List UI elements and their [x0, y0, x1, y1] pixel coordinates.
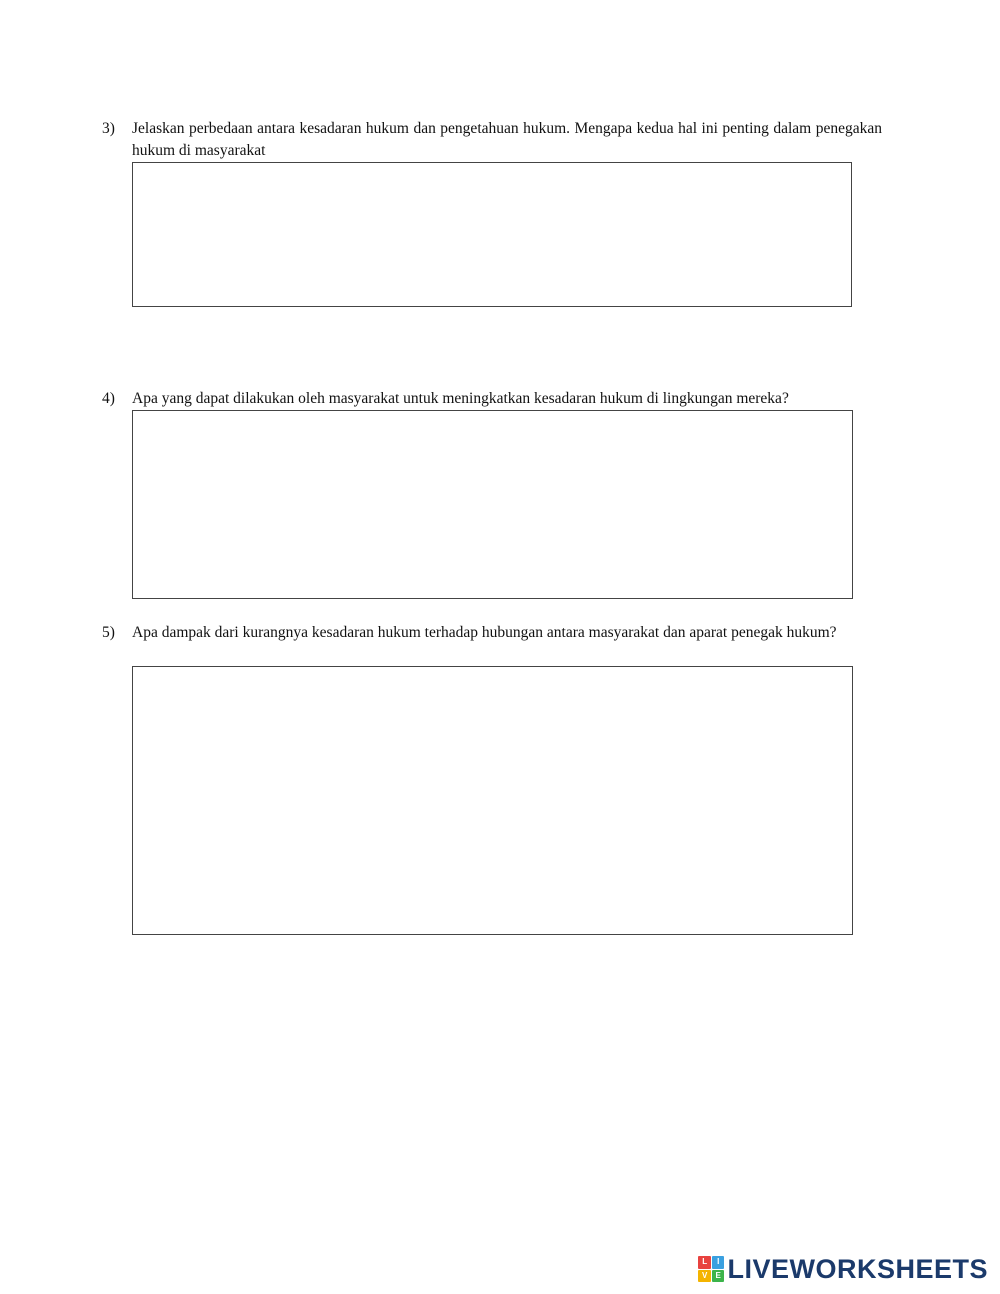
- liveworksheets-logo: [698, 1254, 988, 1284]
- logo-mark-icon: [698, 1256, 724, 1282]
- question-number: 5): [102, 624, 115, 641]
- question-4: [102, 388, 882, 410]
- question-text: Jelaskan perbedaan antara kesadaran hukum dan pengetahuan hukum. Mengapa kedua hal ini penting dalam penegakan hukum di masyarakat: [132, 120, 882, 159]
- question-5: [102, 622, 882, 644]
- question-number: 4): [102, 390, 115, 407]
- logo-mark-letter: V: [698, 1270, 711, 1283]
- answer-box-3[interactable]: [132, 162, 852, 307]
- question-text: Apa dampak dari kurangnya kesadaran hukum terhadap hubungan antara masyarakat dan aparat penegak hukum?: [132, 624, 837, 641]
- question-number: 3): [102, 120, 115, 137]
- question-text: Apa yang dapat dilakukan oleh masyarakat untuk meningkatkan kesadaran hukum di lingkungan mereka?: [132, 390, 789, 407]
- question-3: [102, 118, 882, 162]
- logo-text: LIVEWORKSHEETS: [727, 1253, 988, 1284]
- answer-box-5[interactable]: [132, 666, 853, 935]
- logo-mark-letter: I: [712, 1256, 725, 1269]
- answer-box-4[interactable]: [132, 410, 853, 599]
- logo-mark-letter: L: [698, 1256, 711, 1269]
- logo-mark-letter: E: [712, 1270, 725, 1283]
